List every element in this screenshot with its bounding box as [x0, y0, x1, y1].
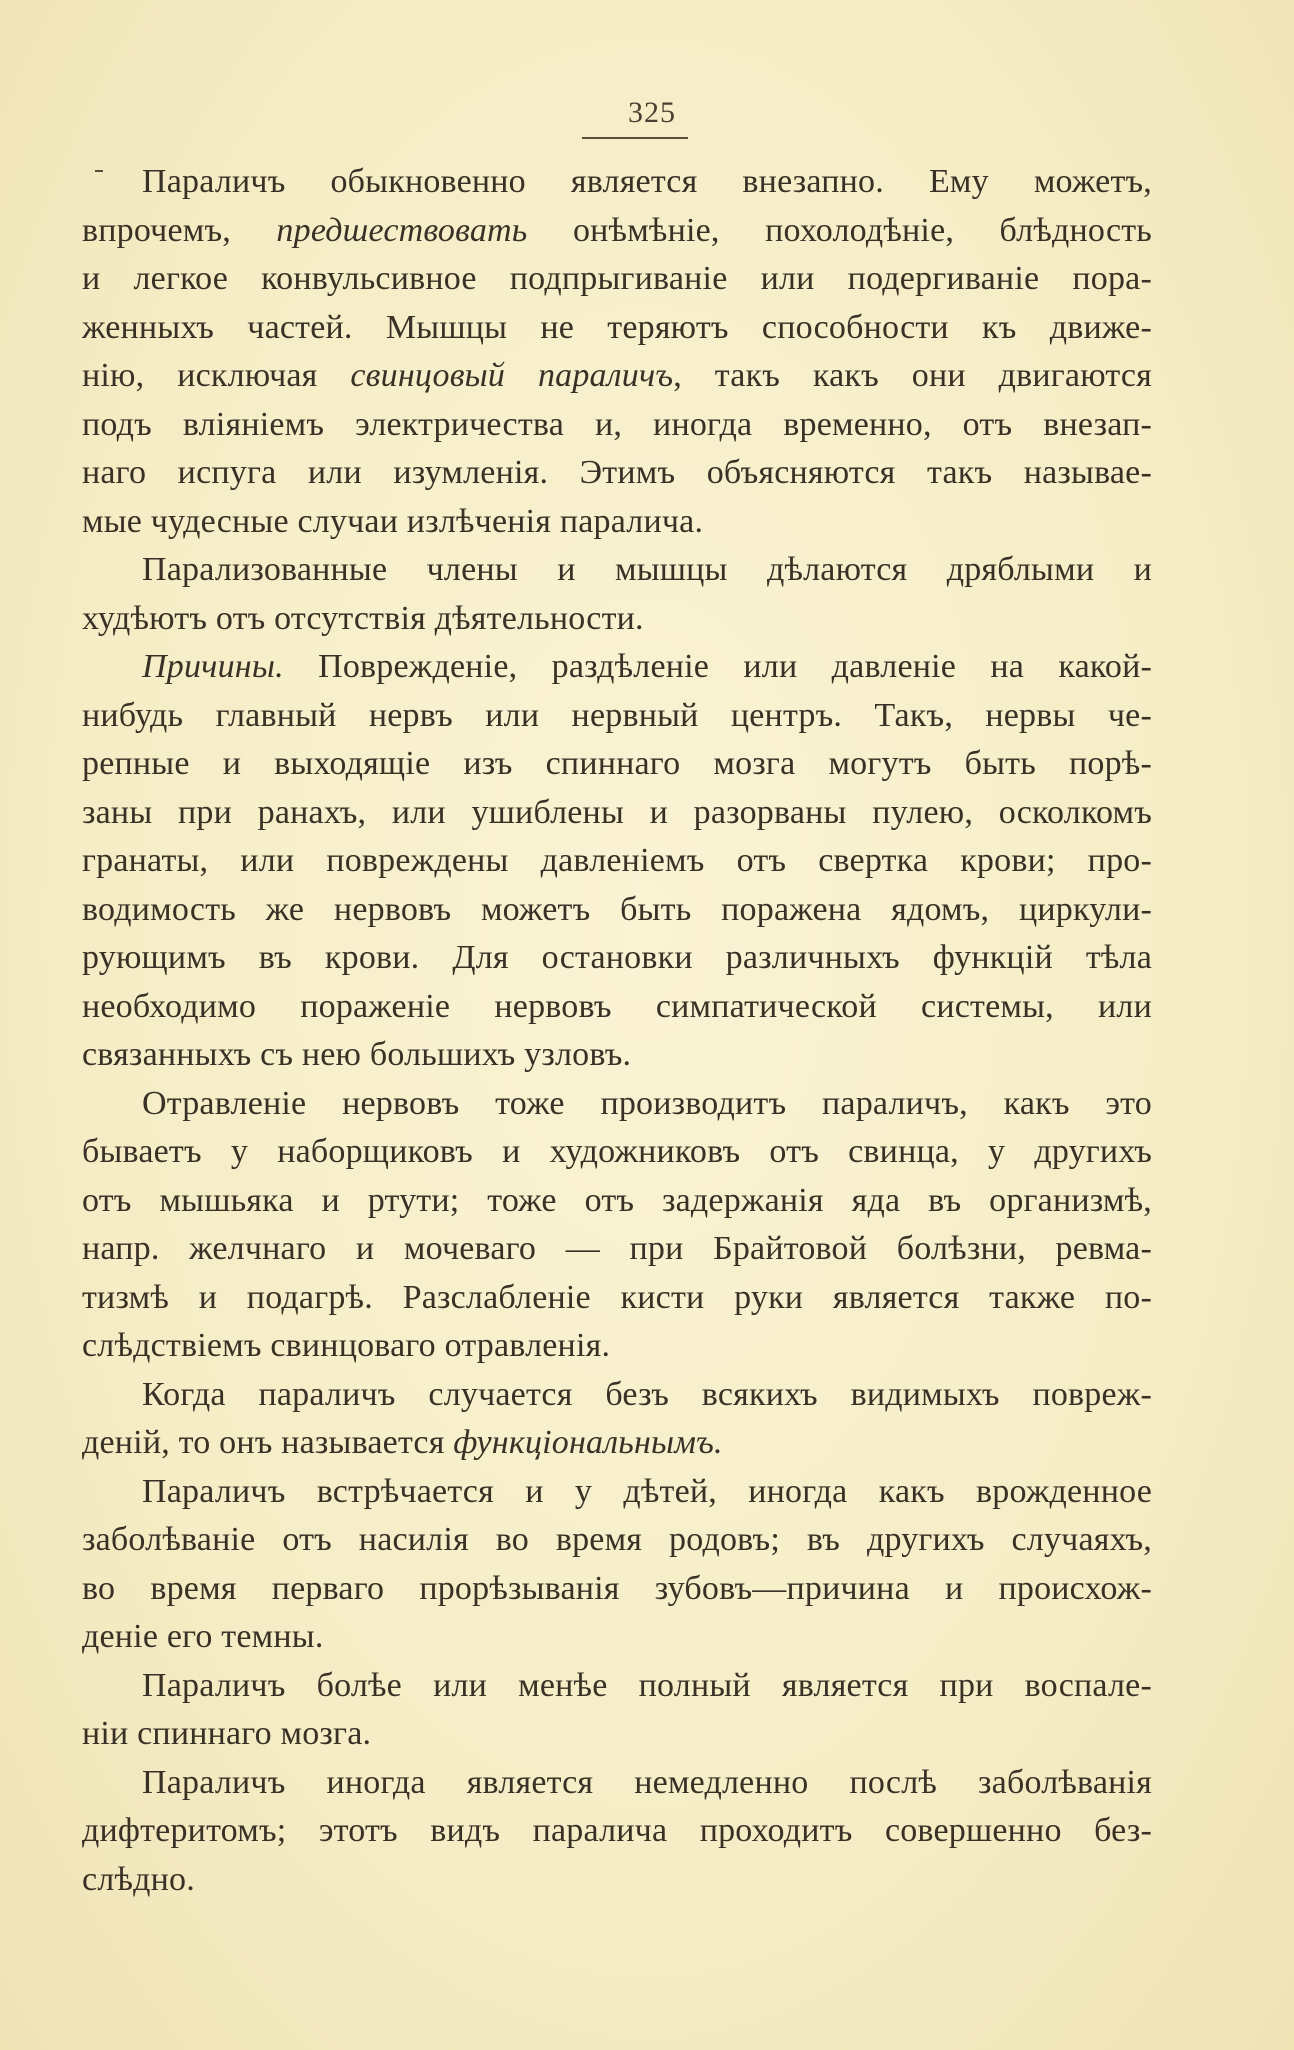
- page-number: 325: [628, 96, 676, 129]
- text-line: [82, 546, 1152, 595]
- text-line: [82, 255, 1152, 304]
- italic-term: предшествовать: [276, 211, 528, 249]
- line-text: Параличъ встрѣчается и у дѣтей, иногда какъ врожденное: [142, 1472, 1152, 1510]
- text-line: [82, 1274, 1152, 1323]
- text-line: [82, 1371, 1152, 1420]
- text-line: [82, 207, 1152, 256]
- line-text: и легкое конвульсивное подпрыгиваніе или подергиваніе пора-: [82, 260, 1152, 297]
- line-text: дифтеритомъ; этотъ видъ паралича проходитъ совершенно без-: [82, 1812, 1152, 1849]
- line-text: мые чудесные случаи излѣченія паралича.: [82, 502, 704, 540]
- text-line: [82, 1031, 1152, 1080]
- line-text: репные и выходящіе изъ спиннаго мозга могутъ быть порѣ-: [82, 745, 1152, 782]
- text-line: [82, 1516, 1152, 1565]
- paragraph: [82, 546, 1152, 643]
- line-text: необходимо пораженіе нервовъ симпатической системы, или: [82, 987, 1152, 1025]
- text-line: [82, 304, 1152, 353]
- italic-term: свинцовый параличъ: [350, 357, 674, 394]
- text-line: [82, 1177, 1152, 1226]
- line-text: отъ мышьяка и ртути; тоже отъ задержанія яда въ организмѣ,: [82, 1181, 1152, 1219]
- line-text: ніи спиннаго мозга.: [82, 1715, 372, 1752]
- paragraph: [82, 158, 1152, 546]
- line-text: , такъ какъ они двигаются: [673, 357, 1152, 394]
- line-text: впрочемъ,: [82, 211, 277, 249]
- line-text: Отравленіе нервовъ тоже производитъ параличъ, какъ это: [142, 1084, 1152, 1122]
- text-line: [82, 1856, 1152, 1905]
- text-line: [82, 934, 1152, 983]
- line-text: Поврежденіе, раздѣленіе или давленіе на какой-: [283, 648, 1152, 685]
- text-line: [82, 789, 1152, 838]
- text-line: [82, 595, 1152, 644]
- paragraph: [82, 1468, 1152, 1662]
- text-line: [82, 498, 1152, 547]
- text-line: [82, 740, 1152, 789]
- line-text: заболѣваніе отъ насилія во время родовъ; въ другихъ случаяхъ,: [82, 1521, 1152, 1558]
- line-text: онѣмѣніе, похолодѣніе, блѣдность: [527, 211, 1152, 249]
- line-text: нію, исключая: [82, 357, 351, 394]
- text-line: [82, 886, 1152, 935]
- text-line: [82, 1128, 1152, 1177]
- line-text: Параличъ обыкновенно является внезапно. Ему можетъ,: [142, 163, 1152, 200]
- text-line: [82, 983, 1152, 1032]
- text-line: [82, 1080, 1152, 1129]
- text-line: [82, 1807, 1152, 1856]
- line-text: Параличъ иногда является немедленно послѣ заболѣванія: [142, 1763, 1152, 1801]
- text-line: [82, 1710, 1152, 1759]
- text-line: [82, 401, 1152, 450]
- line-text: во время перваго прорѣзыванія зубовъ—причина и происхож-: [82, 1569, 1152, 1607]
- line-text: слѣдствіемъ свинцоваго отравленія.: [82, 1327, 611, 1364]
- text-line: [82, 1419, 1152, 1468]
- text-line: [82, 1662, 1152, 1711]
- text-line: [82, 1468, 1152, 1517]
- text-line: [82, 1613, 1152, 1662]
- text-line: [82, 837, 1152, 886]
- line-text: водимость же нервовъ можетъ быть поражена ядомъ, циркули-: [82, 890, 1152, 928]
- body-text: [82, 158, 1152, 1904]
- line-text: тизмѣ и подагрѣ. Разслабленіе кисти руки является также по-: [82, 1278, 1152, 1316]
- text-line: [82, 352, 1152, 401]
- text-line: [82, 1565, 1152, 1614]
- line-text: женныхъ частей. Мышцы не теряютъ способности къ движе-: [82, 308, 1152, 346]
- italic-term: функціональнымъ.: [453, 1424, 723, 1461]
- line-text: рующимъ въ крови. Для остановки различныхъ функцій тѣла: [82, 939, 1152, 976]
- text-line: [82, 1759, 1152, 1808]
- line-text: нибудь главный нервъ или нервный центръ. Такъ, нервы че-: [82, 696, 1152, 734]
- line-text: гранаты, или повреждены давленіемъ отъ свертка крови; про-: [82, 842, 1152, 879]
- text-line: [82, 449, 1152, 498]
- line-text: заны при ранахъ, или ушиблены и разорваны пулею, осколкомъ: [82, 793, 1152, 831]
- page-header: [0, 96, 1294, 130]
- line-text: деній, то онъ называется: [82, 1424, 454, 1461]
- italic-term: Причины.: [142, 648, 284, 685]
- paragraph: [82, 1759, 1152, 1905]
- line-text: связанныхъ съ нею большихъ узловъ.: [82, 1036, 632, 1073]
- line-text: подъ вліяніемъ электричества и, иногда временно, отъ внезап-: [82, 405, 1152, 443]
- paragraph: [82, 1080, 1152, 1371]
- line-text: Когда параличъ случается безъ всякихъ видимыхъ повреж-: [142, 1375, 1152, 1413]
- text-line: [82, 692, 1152, 741]
- line-text: напр. желчнаго и мочеваго — при Брайтовой болѣзни, ревма-: [82, 1230, 1152, 1267]
- text-line: [82, 643, 1152, 692]
- text-line: [82, 1225, 1152, 1274]
- line-text: худѣютъ отъ отсутствія дѣятельности.: [82, 599, 644, 637]
- paragraph: [82, 1662, 1152, 1759]
- line-text: бываетъ у наборщиковъ и художниковъ отъ свинца, у другихъ: [82, 1133, 1152, 1170]
- line-text: Парализованные члены и мышцы дѣлаются дряблыми и: [142, 551, 1152, 588]
- line-text: деніе его темны.: [82, 1618, 324, 1655]
- paragraph: [82, 643, 1152, 1080]
- paragraph: [82, 1371, 1152, 1468]
- line-text: Параличъ болѣе или менѣе полный является при воспале-: [142, 1666, 1152, 1704]
- text-line: [82, 1322, 1152, 1371]
- text-line: [82, 158, 1152, 207]
- line-text: наго испуга или изумленія. Этимъ объясняются такъ называе-: [82, 454, 1152, 491]
- header-rule: [582, 137, 688, 139]
- line-text: слѣдно.: [82, 1860, 195, 1898]
